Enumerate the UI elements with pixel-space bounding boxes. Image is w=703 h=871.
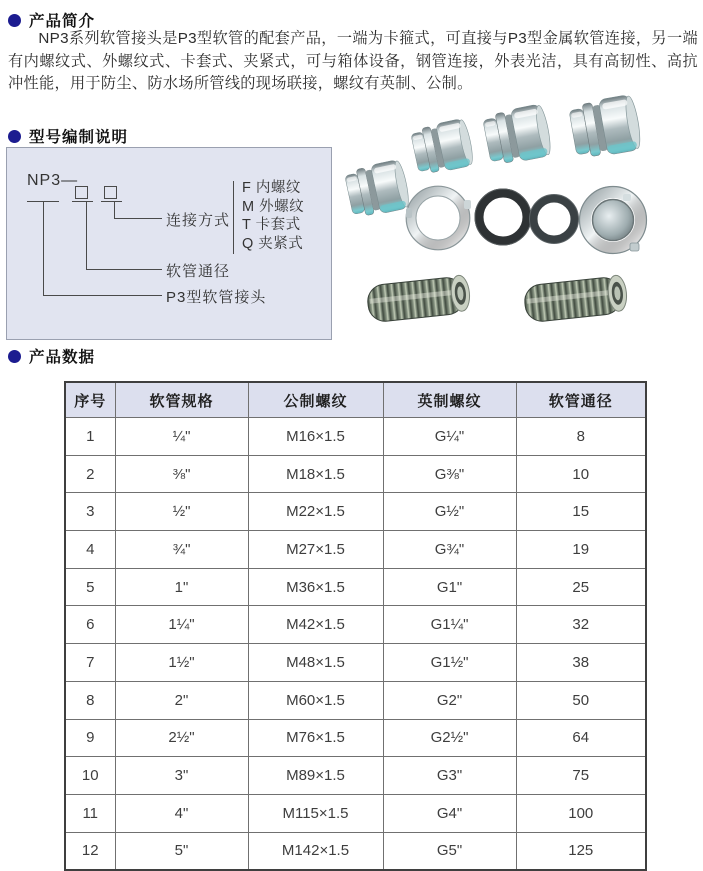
table-cell: G1" <box>383 568 516 606</box>
table-header-row <box>65 382 646 418</box>
table-cell: 5 <box>65 568 115 606</box>
table-cell: G5" <box>383 832 516 870</box>
table-cell: G1¼" <box>383 606 516 644</box>
table-cell: 64 <box>516 719 646 757</box>
table-cell: M115×1.5 <box>248 794 383 832</box>
table-cell: 125 <box>516 832 646 870</box>
diagram-line <box>101 201 122 202</box>
table-cell: 32 <box>516 606 646 644</box>
connection-option: M 外螺纹 <box>242 198 305 215</box>
table-cell: 2" <box>115 681 248 719</box>
table-cell: G½" <box>383 493 516 531</box>
table-cell: 75 <box>516 757 646 795</box>
connection-options-list <box>242 179 304 253</box>
table-row <box>65 757 646 795</box>
table-cell: 8 <box>516 418 646 456</box>
coupling-photo <box>410 118 475 177</box>
table-cell: ¼" <box>115 418 248 456</box>
table-row <box>65 681 646 719</box>
table-cell: 3" <box>115 757 248 795</box>
model-numbering-diagram <box>6 147 332 340</box>
diagram-line <box>43 201 44 295</box>
table-cell: G2½" <box>383 719 516 757</box>
diagram-line <box>114 218 162 219</box>
table-cell: ¾" <box>115 531 248 569</box>
table-cell: G2" <box>383 681 516 719</box>
table-cell: 15 <box>516 493 646 531</box>
table-row <box>65 794 646 832</box>
column-header: 英制螺纹 <box>383 382 516 418</box>
column-header: 软管通径 <box>516 382 646 418</box>
table-row <box>65 644 646 682</box>
intro-paragraph: NP3系列软管接头是P3型软管的配套产品，一端为卡箍式，可直接与P3型金属软管连接，另一端有内螺纹式、外螺纹式、卡套式、夹紧式，可与箱体设备，钢管连接，外表光洁，具有高韧性、高抗冲性能，用于防尘、防水场所管线的现场联接，螺纹有英制、公制。 <box>8 30 698 93</box>
table-cell: 1¼" <box>115 606 248 644</box>
table-cell: 10 <box>65 757 115 795</box>
table-cell: M48×1.5 <box>248 644 383 682</box>
connection-option: Q 夹紧式 <box>242 235 304 252</box>
table-row <box>65 455 646 493</box>
coupling-photo <box>344 159 412 220</box>
table-cell: M18×1.5 <box>248 455 383 493</box>
table-cell: 7 <box>65 644 115 682</box>
diagram-line <box>86 269 162 270</box>
table-cell: G¼" <box>383 418 516 456</box>
label-conduit-diameter: 软管通径 <box>166 263 231 280</box>
product-photos <box>340 88 662 333</box>
table-cell: 1" <box>115 568 248 606</box>
table-cell: ⅜" <box>115 455 248 493</box>
flexible-conduit-photo <box>523 274 628 322</box>
column-header: 公制螺纹 <box>248 382 383 418</box>
model-heading: 型号编制说明 <box>29 129 129 146</box>
table-row <box>65 418 646 456</box>
table-row <box>65 606 646 644</box>
table-cell: M60×1.5 <box>248 681 383 719</box>
threaded-bushing-photo <box>580 187 647 254</box>
section-heading-model <box>8 125 128 147</box>
diagram-line <box>233 181 234 254</box>
diagram-line <box>86 201 87 269</box>
table-cell: 3 <box>65 493 115 531</box>
data-heading: 产品数据 <box>29 349 96 366</box>
table-cell: 6 <box>65 606 115 644</box>
product-data-table <box>64 381 647 871</box>
table-cell: 12 <box>65 832 115 870</box>
table-cell: 2 <box>65 455 115 493</box>
gasket-ring-photo <box>530 195 579 244</box>
section-heading-data <box>8 345 95 367</box>
table-cell: 50 <box>516 681 646 719</box>
table-cell: 8 <box>65 681 115 719</box>
coupling-photo <box>482 103 553 167</box>
table-cell: M76×1.5 <box>248 719 383 757</box>
table-cell: 4" <box>115 794 248 832</box>
table-cell: M27×1.5 <box>248 531 383 569</box>
table-cell: M22×1.5 <box>248 493 383 531</box>
table-cell: 38 <box>516 644 646 682</box>
column-header: 序号 <box>65 382 115 418</box>
column-header: 软管规格 <box>115 382 248 418</box>
bullet-icon <box>8 350 21 363</box>
table-row <box>65 493 646 531</box>
table-cell: 1½" <box>115 644 248 682</box>
table-row <box>65 719 646 757</box>
flexible-conduit-photo <box>366 274 471 322</box>
model-prefix: NP3— <box>27 172 79 189</box>
table-cell: 2½" <box>115 719 248 757</box>
table-cell: M36×1.5 <box>248 568 383 606</box>
diagram-line <box>43 295 162 296</box>
table-cell: ½" <box>115 493 248 531</box>
table-cell: G3" <box>383 757 516 795</box>
table-cell: 10 <box>516 455 646 493</box>
coupling-photo <box>568 94 643 161</box>
table-cell: 25 <box>516 568 646 606</box>
table-cell: 4 <box>65 531 115 569</box>
table-row <box>65 832 646 870</box>
bullet-icon <box>8 130 21 143</box>
model-digit-box <box>104 186 117 199</box>
table-body <box>65 418 646 871</box>
table-row <box>65 531 646 569</box>
table-cell: 5" <box>115 832 248 870</box>
diagram-line <box>114 201 115 218</box>
table-cell: 9 <box>65 719 115 757</box>
label-series: P3型软管接头 <box>166 289 267 306</box>
gasket-ring-photo <box>475 189 531 245</box>
table-cell: M89×1.5 <box>248 757 383 795</box>
intro-heading: 产品简介 <box>29 13 96 30</box>
table-cell: 19 <box>516 531 646 569</box>
table-cell: 11 <box>65 794 115 832</box>
locknut-ring-photo <box>406 186 471 250</box>
table-cell: M142×1.5 <box>248 832 383 870</box>
table-cell: G1½" <box>383 644 516 682</box>
table-cell: M16×1.5 <box>248 418 383 456</box>
connection-option: T 卡套式 <box>242 217 301 233</box>
table-cell: G⅜" <box>383 455 516 493</box>
table-cell: G4" <box>383 794 516 832</box>
table-cell: 1 <box>65 418 115 456</box>
model-digit-box <box>75 186 88 199</box>
bullet-icon <box>8 14 21 27</box>
connection-option: F 内螺纹 <box>242 180 301 196</box>
diagram-line <box>72 201 93 202</box>
table-cell: 100 <box>516 794 646 832</box>
table-cell: M42×1.5 <box>248 606 383 644</box>
table-cell: G¾" <box>383 531 516 569</box>
table-row <box>65 568 646 606</box>
label-connection-type: 连接方式 <box>166 212 231 229</box>
